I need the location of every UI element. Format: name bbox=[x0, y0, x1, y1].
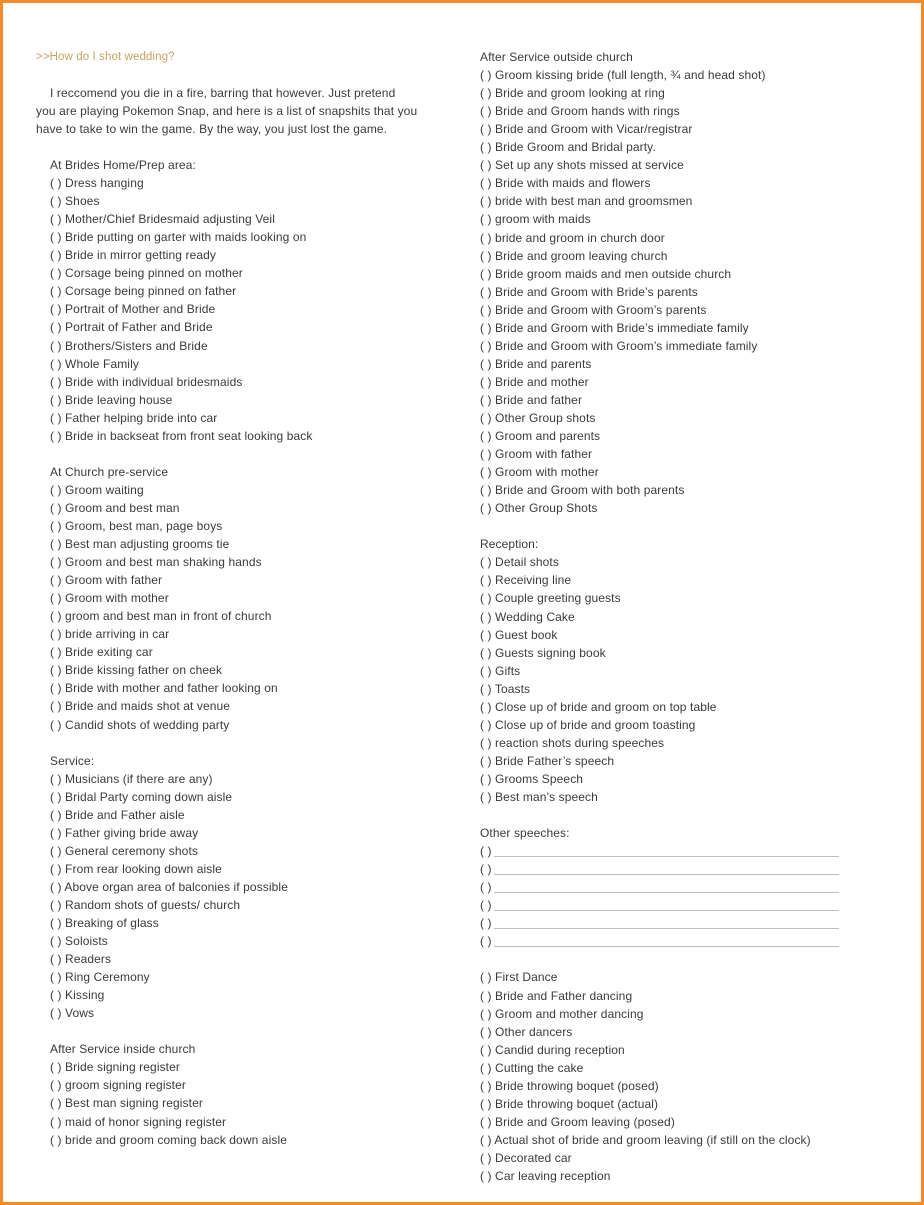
checklist-item[interactable]: ( ) Brothers/Sisters and Bride bbox=[50, 338, 208, 353]
checklist-item[interactable]: ( ) Candid during reception bbox=[480, 1042, 625, 1057]
checklist-item[interactable]: ( ) Bride putting on garter with maids looking on bbox=[50, 230, 307, 245]
blank-entry-prefix: ( ) bbox=[480, 844, 492, 859]
checklist-item[interactable]: ( ) Dress hanging bbox=[50, 176, 144, 191]
checklist-item[interactable]: ( ) Bride and Groom with Groom’s immediate family bbox=[480, 338, 758, 353]
checklist-item[interactable]: ( ) bride arriving in car bbox=[50, 627, 170, 642]
checklist-item[interactable]: ( ) groom and best man in front of church bbox=[50, 609, 272, 624]
checklist-item[interactable]: ( ) Wedding Cake bbox=[480, 609, 575, 624]
blank-line[interactable] bbox=[494, 874, 839, 875]
checklist-item[interactable]: ( ) Bride with individual bridesmaids bbox=[50, 374, 243, 389]
checklist-item[interactable]: ( ) Groom and best man shaking hands bbox=[50, 555, 262, 570]
checklist-item[interactable]: ( ) Cutting the cake bbox=[480, 1060, 584, 1075]
checklist-item[interactable]: ( ) Groom with mother bbox=[480, 465, 599, 480]
blank-entry-prefix: ( ) bbox=[480, 934, 492, 949]
checklist-item[interactable]: ( ) General ceremony shots bbox=[50, 843, 198, 858]
section-heading: At Church pre-service bbox=[50, 464, 169, 479]
checklist-item[interactable]: ( ) Guest book bbox=[480, 627, 558, 642]
checklist-item[interactable]: ( ) Portrait of Mother and Bride bbox=[50, 302, 216, 317]
checklist-item[interactable]: ( ) Groom with father bbox=[480, 447, 593, 462]
checklist-item[interactable]: ( ) Whole Family bbox=[50, 356, 139, 371]
checklist-item[interactable]: ( ) Bride Father’s speech bbox=[480, 753, 615, 768]
checklist-item[interactable]: ( ) Father helping bride into car bbox=[50, 410, 218, 425]
intro-line: have to take to win the game. By the way, you just lost the game. bbox=[36, 122, 388, 136]
checklist-item[interactable]: ( ) Best man’s speech bbox=[480, 790, 598, 804]
checklist-item[interactable]: ( ) Bridal Party coming down aisle bbox=[50, 789, 233, 804]
checklist-item[interactable]: ( ) Groom and best man bbox=[50, 500, 180, 515]
checklist-item[interactable]: ( ) Shoes bbox=[50, 194, 100, 209]
checklist-item[interactable]: ( ) Bride with maids and flowers bbox=[480, 176, 651, 191]
checklist-item[interactable]: ( ) Bride in mirror getting ready bbox=[50, 248, 217, 263]
checklist-item[interactable]: ( ) Detail shots bbox=[480, 555, 559, 570]
checklist-item[interactable]: ( ) From rear looking down aisle bbox=[50, 861, 222, 876]
checklist-item[interactable]: ( ) Random shots of guests/ church bbox=[50, 897, 241, 912]
blank-entry-prefix: ( ) bbox=[480, 862, 492, 877]
section-heading: Other speeches: bbox=[480, 826, 570, 841]
checklist-item[interactable]: ( ) Close up of bride and groom toasting bbox=[480, 717, 696, 732]
checklist-item[interactable]: ( ) bride and groom coming back down aisle bbox=[50, 1132, 287, 1147]
section-heading: Service: bbox=[50, 753, 95, 768]
checklist-item[interactable]: ( ) First Dance bbox=[480, 970, 558, 985]
checklist-item[interactable]: ( ) Ring Ceremony bbox=[50, 970, 150, 985]
blank-line[interactable] bbox=[494, 892, 839, 893]
checklist-item[interactable]: ( ) Car leaving reception bbox=[480, 1169, 611, 1183]
checklist-item[interactable]: ( ) Breaking of glass bbox=[50, 916, 159, 930]
checklist-item[interactable]: ( ) Bride and groom looking at ring bbox=[480, 86, 665, 101]
checklist-item[interactable]: ( ) Bride leaving house bbox=[50, 392, 173, 407]
checklist-item[interactable]: ( ) Readers bbox=[50, 952, 112, 967]
checklist-item[interactable]: ( ) Bride and Groom with Vicar/registrar bbox=[480, 122, 693, 137]
blank-line[interactable] bbox=[494, 928, 839, 929]
checklist-item[interactable]: ( ) Toasts bbox=[480, 681, 531, 696]
checklist-item[interactable]: ( ) Bride in backseat from front seat looking back bbox=[50, 428, 313, 443]
checklist-item[interactable]: ( ) Close up of bride and groom on top table bbox=[480, 699, 717, 714]
checklist-item[interactable]: ( ) Couple greeting guests bbox=[480, 591, 621, 606]
checklist-item[interactable]: ( ) Bride and maids shot at venue bbox=[50, 699, 231, 714]
checklist-item[interactable]: ( ) Other Group Shots bbox=[480, 501, 598, 516]
checklist-item[interactable]: ( ) reaction shots during speeches bbox=[480, 735, 665, 750]
checklist-item[interactable]: ( ) Bride with mother and father looking on bbox=[50, 681, 278, 696]
section-heading: Reception: bbox=[480, 537, 539, 552]
checklist-item[interactable]: ( ) Bride groom maids and men outside church bbox=[480, 266, 732, 281]
checklist-item[interactable]: ( ) Father giving bride away bbox=[50, 825, 199, 840]
checklist-item[interactable]: ( ) Other dancers bbox=[480, 1024, 573, 1039]
checklist-item[interactable]: ( ) Bride Groom and Bridal party. bbox=[480, 140, 656, 155]
checklist-item[interactable]: ( ) Bride throwing boquet (actual) bbox=[480, 1096, 659, 1111]
checklist-item[interactable]: ( ) Bride exiting car bbox=[50, 645, 153, 660]
blank-entry-prefix: ( ) bbox=[480, 916, 492, 931]
checklist-item[interactable]: ( ) groom with maids bbox=[480, 212, 591, 227]
checklist-item[interactable]: ( ) Candid shots of wedding party bbox=[50, 717, 230, 732]
checklist-item[interactable]: ( ) Bride kissing father on cheek bbox=[50, 663, 223, 678]
checklist-item[interactable]: ( ) Above organ area of balconies if possible bbox=[50, 879, 288, 894]
blank-line[interactable] bbox=[494, 910, 839, 911]
section-heading: After Service outside church bbox=[480, 50, 633, 64]
blank-line[interactable] bbox=[494, 856, 839, 857]
checklist-item[interactable]: ( ) Kissing bbox=[50, 988, 105, 1003]
checklist-item[interactable]: ( ) Bride signing register bbox=[50, 1060, 180, 1075]
checklist-item[interactable]: ( ) Bride and groom leaving church bbox=[480, 248, 668, 263]
checklist-item[interactable]: ( ) Bride and mother bbox=[480, 374, 589, 389]
checklist-item[interactable]: ( ) Portrait of Father and Bride bbox=[50, 320, 213, 335]
checklist-item[interactable]: ( ) Bride and Groom with Bride’s parents bbox=[480, 284, 698, 299]
checklist-item[interactable]: ( ) Vows bbox=[50, 1006, 95, 1021]
checklist-item[interactable]: ( ) Groom and mother dancing bbox=[480, 1006, 644, 1021]
section-heading: At Brides Home/Prep area: bbox=[50, 158, 196, 172]
checklist-item[interactable]: ( ) Groom, best man, page boys bbox=[50, 518, 223, 533]
checklist-item[interactable]: ( ) Groom kissing bride (full length, ¾ and head shot) bbox=[480, 68, 766, 83]
page-title: >>How do I shot wedding? bbox=[36, 51, 175, 63]
checklist-item[interactable]: ( ) Bride and Father dancing bbox=[480, 988, 633, 1003]
checklist-item[interactable]: ( ) Decorated car bbox=[480, 1150, 572, 1165]
checklist-item[interactable]: ( ) Set up any shots missed at service bbox=[480, 158, 684, 173]
checklist-item[interactable]: ( ) Best man adjusting grooms tie bbox=[50, 537, 230, 551]
checklist-item[interactable]: ( ) Guests signing book bbox=[480, 645, 606, 660]
checklist-item[interactable]: ( ) Soloists bbox=[50, 934, 108, 949]
blank-entry-prefix: ( ) bbox=[480, 880, 492, 895]
checklist-item[interactable]: ( ) Bride and father bbox=[480, 392, 583, 407]
checklist-item[interactable]: ( ) maid of honor signing register bbox=[50, 1114, 227, 1129]
blank-line[interactable] bbox=[494, 946, 839, 947]
section-heading: After Service inside church bbox=[50, 1042, 196, 1057]
checklist-item[interactable]: ( ) Groom with father bbox=[50, 573, 163, 588]
checklist-item[interactable]: ( ) Actual shot of bride and groom leaving (if still on the clock) bbox=[480, 1132, 811, 1147]
checklist-item[interactable]: ( ) groom signing register bbox=[50, 1078, 186, 1093]
checklist-item[interactable]: ( ) Bride and Groom leaving (posed) bbox=[480, 1114, 675, 1129]
checklist-item[interactable]: ( ) Corsage being pinned on mother bbox=[50, 266, 243, 281]
checklist-item[interactable]: ( ) Bride throwing boquet (posed) bbox=[480, 1078, 659, 1093]
checklist-item[interactable]: ( ) Bride and Groom with Groom’s parents bbox=[480, 302, 707, 317]
checklist-item[interactable]: ( ) Mother/Chief Bridesmaid adjusting Veil bbox=[50, 212, 275, 227]
checklist-item[interactable]: ( ) Bride and parents bbox=[480, 356, 592, 371]
checklist-item[interactable]: ( ) Corsage being pinned on father bbox=[50, 284, 237, 299]
checklist-item[interactable]: ( ) Groom with mother bbox=[50, 591, 169, 606]
checklist-item[interactable]: ( ) Bride and Father aisle bbox=[50, 807, 185, 822]
checklist-item[interactable]: ( ) Bride and Groom hands with rings bbox=[480, 104, 680, 119]
blank-entry-prefix: ( ) bbox=[480, 898, 492, 913]
checklist-item[interactable]: ( ) Bride and Groom with Bride’s immediate family bbox=[480, 320, 749, 335]
checklist-item[interactable]: ( ) Musicians (if there are any) bbox=[50, 771, 213, 786]
checklist-item[interactable]: ( ) Receiving line bbox=[480, 573, 572, 588]
checklist-item[interactable]: ( ) Grooms Speech bbox=[480, 771, 584, 786]
checklist-item[interactable]: ( ) bride and groom in church door bbox=[480, 230, 665, 245]
checklist-item[interactable]: ( ) Best man signing register bbox=[50, 1096, 203, 1111]
checklist-item[interactable]: ( ) Other Group shots bbox=[480, 411, 596, 425]
intro-line: I reccomend you die in a fire, barring that however. Just pretend bbox=[50, 86, 396, 100]
checklist-item[interactable]: ( ) Gifts bbox=[480, 663, 521, 678]
checklist-item[interactable]: ( ) Groom waiting bbox=[50, 482, 144, 497]
checklist-item[interactable]: ( ) Groom and parents bbox=[480, 429, 601, 444]
intro-line: you are playing Pokemon Snap, and here is a list of snapshits that you bbox=[36, 104, 418, 118]
checklist-item[interactable]: ( ) bride with best man and groomsmen bbox=[480, 194, 693, 209]
checklist-item[interactable]: ( ) Bride and Groom with both parents bbox=[480, 483, 685, 498]
